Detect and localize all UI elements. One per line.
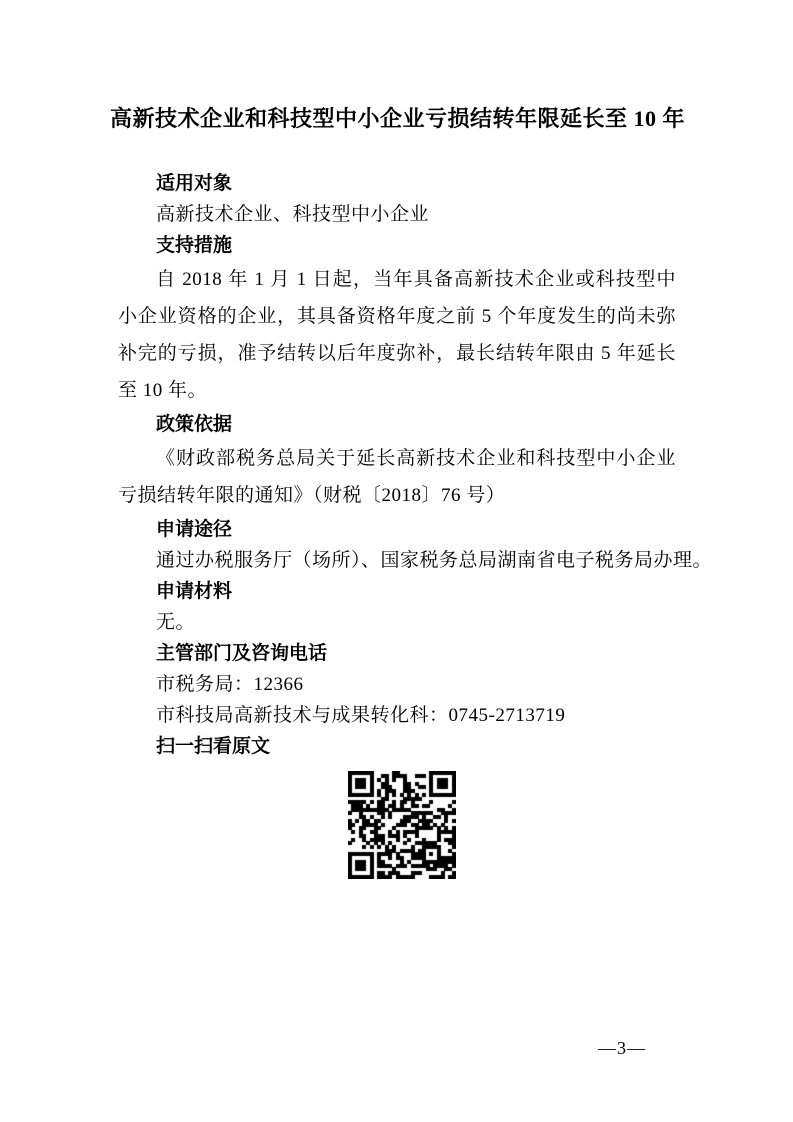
section-heading-contact: 主管部门及咨询电话	[156, 643, 328, 664]
policy-basis-text: 《财政部税务总局关于延长高新技术企业和科技型中小企业亏损结转年限的通知》（财税〔2018〕76 号）	[118, 448, 676, 506]
contact-tax-bureau: 市税务局：12366	[156, 674, 304, 695]
page-number: —3—	[598, 1038, 646, 1058]
application-channel-text: 通过办税服务厅（场所）、国家税务总局湖南省电子税务局办理。	[156, 550, 713, 571]
section-policy-basis	[118, 409, 676, 514]
section-heading-application-materials: 申请材料	[156, 581, 233, 602]
section-applicable-targets	[118, 168, 676, 230]
document-content	[118, 168, 713, 879]
document-title: 高新技术企业和科技型中小企业亏损结转年限延长至 10 年	[110, 106, 686, 131]
section-application-materials	[118, 576, 676, 638]
section-scan-original	[118, 731, 676, 879]
section-heading-support-measures: 支持措施	[156, 235, 233, 256]
section-contact	[118, 638, 676, 731]
section-heading-application-channel: 申请途径	[156, 519, 233, 540]
applicable-targets-text: 高新技术企业、科技型中小企业	[156, 204, 430, 225]
section-heading-policy-basis: 政策依据	[156, 414, 233, 435]
section-application-channel	[118, 514, 713, 576]
section-heading-scan-original: 扫一扫看原文	[156, 736, 271, 757]
support-measures-text: 自 2018 年 1 月 1 日起，当年具备高新技术企业或科技型中小企业资格的企业，其具备资格年度之前 5 个年度发生的尚未弥补完的亏损，准予结转以后年度弥补，最长结转年限由 5 年延长至 10 年。	[118, 269, 676, 401]
section-heading-applicable-targets: 适用对象	[156, 173, 233, 194]
section-support-measures	[118, 230, 676, 409]
qr-code	[348, 771, 456, 879]
application-materials-text: 无。	[156, 612, 196, 633]
contact-science-bureau: 市科技局高新技术与成果转化科：0745-2713719	[156, 705, 566, 726]
